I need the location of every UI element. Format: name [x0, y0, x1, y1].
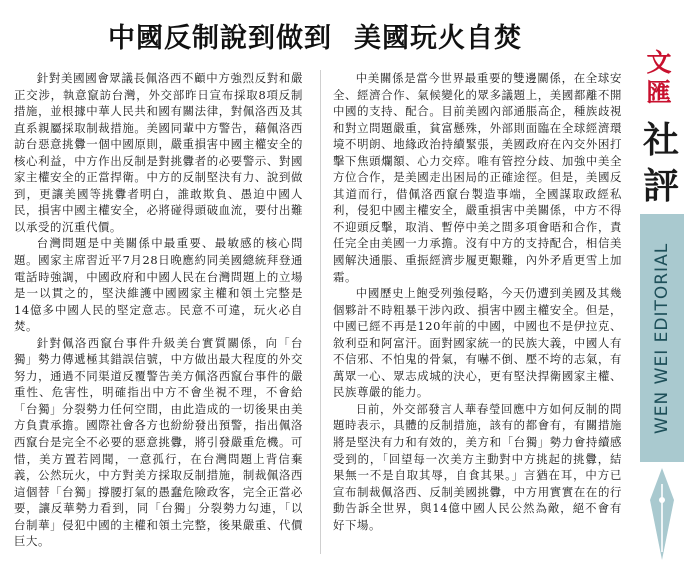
headline-part-2: 美國玩火自焚 — [354, 23, 522, 54]
fountain-pen-icon — [646, 466, 678, 562]
paragraph: 中國歷史上飽受列強侵略，今天仍遭到美國及其幾個夥計不時粗暴干涉內政、損害中國主權安全。但是，中國已經不再是120年前的中國，中國也不是伊拉克、敘利亞和阿富汗。面對國家統一的民族大義，中國人有不信邪、不怕鬼的骨氣，有嚇不倒、壓不垮的志氣，有萬眾一心、眾志成城的決心，更有堅決捍衛國家主權、民族尊嚴的能力。 — [333, 286, 622, 400]
headline — [0, 16, 630, 55]
column-divider — [320, 70, 321, 554]
editorial-sidebar — [632, 0, 690, 564]
paragraph: 針對美國國會眾議長佩洛西不顧中方強烈反對和嚴正交涉，執意竄訪台灣，外交部昨日宣布採取8項反制措施，並根據中華人民共和國有關法律，對佩洛西及其直系親屬採取制裁措施。美國同輩中方警告，藉佩洛西訪台惡意挑釁一個中國原則，嚴重損害中國主權安全的核心利益，中方作出反制是對挑釁者的必要警示、對國家主權安全的正當捍衛。中方的反制堅決有力、說到做到，更讓美國等挑釁者明白，誰敢欺負、愚迫中國人民，損害中國主權安全，必將碰得頭破血流，要付出難以承受的沉重代價。 — [14, 71, 303, 234]
paragraph: 日前，外交部發言人華春瑩回應中方如何反制的問題時表示，具體的反制措施，該有的都會有，有關措施將是堅決有力和有效的，美方和「台獨」勢力會持續感受到的，「回望每一次美方主動對中方挑起的挑釁，結果無一不是自取其辱，自食其果。」言猶在耳，中方已宣布制裁佩洛西、反制美國挑釁，中方用實實在在的行動告訴全世界，與14億中國人民公然為敵，絕不會有好下場。 — [333, 401, 622, 532]
english-section-label: WEN WEI EDITORIAL — [652, 242, 672, 434]
paragraph: 中美關係是當今世界最重要的雙邊關係，在全球安全、經濟合作、氣候變化的眾多議題上，美國都離不開中國的支持、配合。目前美國內部通脹高企，種族歧視和對立問題嚴重，貧富懸殊，外部則面臨在全球經濟環境不明朗、地緣政治持續緊張，美國政府在內交外困打擊下焦頭爛額、心力交瘁。唯有管控分歧、加強中美全方位合作，是美國走出困局的正確途徑。但是，美國反其道而行，借佩洛西竄台製造事端，全國謀取政經私利，侵犯中國主權安全，嚴重損害中美關係，中方不得不迎頭反擊，取消、暫停中美之間多項會晤和合作，責任完全由美國一力承擔。沒有中方的支持配合，相信美國解決通脹、重振經濟步履更艱難，內外矛盾更雪上加霜。 — [333, 71, 622, 284]
paragraph: 針對佩洛西竄台事件升級美台實質關係，向「台獨」勢力傳遞極其錯誤信號，中方做出最大程度的外交努力，通過不同渠道反覆警告美方佩洛西竄台事件的嚴重性、危害性，明確指出中方不會坐視不理，不會給「台獨」分裂勢力任何空間，由此造成的一切後果由美方負責承擔。國際社會各方也紛紛發出預警，指出佩洛西竄台是完全不必要的惡意挑釁，將引發嚴重危機。可惜，美方置若罔聞，一意孤行，在台灣問題上背信棄義，公然玩火，中方對美方採取反制措施，制裁佩洛西這個替「台獨」撐腰打氣的愚蠢危險政客，完全正當必要，讓反華勢力看到，同「台獨」分裂勢力勾連，「以台制華」侵犯中國的主權和領土完整，後果嚴重、代價巨大。 — [14, 335, 303, 549]
article-column-right — [333, 70, 622, 554]
article-column-left — [14, 70, 303, 554]
headline-part-1: 中國反制說到做到 — [108, 23, 332, 54]
brand-logo: 文 匯 — [646, 48, 672, 107]
section-title: 社 評 — [642, 120, 679, 207]
paragraph: 台灣問題是中美關係中最重要、最敏感的核心問題。國家主席習近平7月28日晚應約同美國總統拜登通電話時強調，中國政府和中國人民在台灣問題上的立場是一以貫之的，堅決維護中國國家主權和領土完整是14億多中國人民的堅定意志。民意不可違，玩火必自焚。 — [14, 236, 303, 334]
